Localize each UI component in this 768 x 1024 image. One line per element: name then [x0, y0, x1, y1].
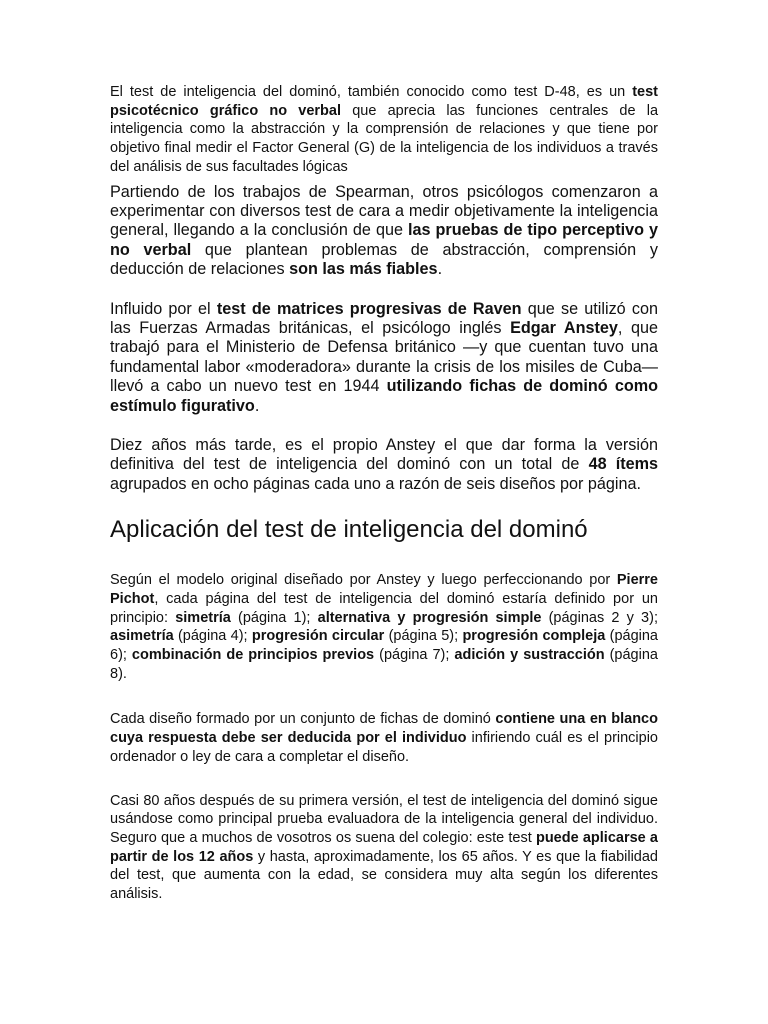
text-run: , cada página del test de inteligencia del dominó estaría definido por un principio: [110, 590, 658, 626]
text-run: , que trabajó para el Ministerio de Defensa británico —y que cuentan tuvo una fundamental labor «moderadora» durante la crisis de los misiles de Cuba— llevó a cabo un nuevo test en 1944 [110, 318, 658, 396]
text-run: que aprecia las funciones centrales de la inteligencia como la abstracción y la comprensión de relaciones y que tiene por objetivo final medir el Factor General (G) de la inteligencia de los individuos a través del análisis de sus facultades lógicas [110, 102, 659, 175]
bold-text-run: Edgar Anstey [510, 318, 618, 337]
text-run: (página 4); [173, 628, 252, 645]
text-run: Diez años más tarde, es el propio Anstey el que dar forma la versión definitiva del test de inteligencia del dominó con un total de [110, 435, 658, 474]
bold-text-run: asimetría [110, 628, 174, 645]
bold-text-run: progresión compleja [462, 628, 606, 645]
text-run: . [437, 260, 443, 279]
text-run: que se utilizó con las Fuerzas Armadas británicas, el psicólogo inglés [110, 299, 658, 337]
text-run: infiriendo cuál es el principio ordenador o ley de cara a completar el diseño. [110, 730, 658, 765]
text-run: Cada diseño formado por un conjunto de fichas de dominó [110, 711, 496, 728]
bold-text-run: Pierre Pichot [110, 572, 658, 607]
text-run: Casi 80 años después de su primera versión, el test de inteligencia del dominó sigue usándose como principal prueba evaluadora de la inteligencia general del individuo. Seguro que a muchos de vosotros os suena del colegio: este test [110, 792, 658, 846]
bold-text-run: las pruebas de tipo perceptivo y no verbal [110, 221, 658, 259]
text-run: (página 5); [384, 628, 463, 645]
text-run: (página 7); [374, 647, 455, 664]
bold-text-run: adición y sustracción [454, 647, 605, 664]
definitive-version-paragraph [110, 436, 658, 494]
text-run: Influido por el [110, 299, 217, 318]
text-run: (páginas 2 y 3); [541, 609, 658, 626]
bold-text-run: contiene una en blanco cuya respuesta debe ser deducida por el individuo [110, 711, 658, 747]
current-use-paragraph [110, 792, 658, 904]
document-page [110, 83, 658, 904]
bold-text-run: simetría [175, 609, 231, 626]
bold-text-run: son las más fiables [289, 260, 438, 279]
bold-text-run: utilizando fichas de dominó como estímulo figurativo [110, 377, 658, 415]
text-run: Según el modelo original diseñado por Anstey y luego perfeccionando por [110, 572, 617, 589]
bold-text-run: alternativa y progresión simple [317, 609, 542, 626]
section-heading: Aplicación del test de inteligencia del dominó [110, 516, 588, 544]
text-run: agrupados en ocho páginas cada uno a razón de seis diseños por página. [110, 474, 641, 493]
raven-anstey-paragraph [110, 300, 658, 416]
bold-text-run: progresión circular [251, 628, 385, 645]
design-paragraph [110, 710, 658, 766]
bold-text-run: test psicotécnico gráfico no verbal [110, 84, 658, 119]
text-run: (página 6); [110, 628, 658, 664]
text-run: que plantean problemas de abstracción, comprensión y deducción de relaciones [110, 240, 659, 279]
bold-text-run: puede aplicarse a partir de los 12 años [110, 829, 658, 865]
principles-paragraph [110, 571, 658, 683]
spearman-paragraph [110, 183, 658, 280]
bold-text-run: 48 ítems [588, 455, 658, 474]
text-run: El test de inteligencia del dominó, también conocido como test D-48, es un [110, 84, 633, 100]
bold-text-run: test de matrices progresivas de Raven [216, 299, 522, 318]
text-run: . [254, 396, 260, 415]
bold-text-run: combinación de principios previos [131, 647, 375, 664]
text-run: (página 8). [110, 647, 658, 682]
text-run: y hasta, aproximadamente, los 65 años. Y es que la fiabilidad del test, que aumenta con la edad, se considera muy alta según los diferentes análisis. [110, 848, 658, 903]
text-run: (página 1); [230, 609, 318, 626]
intro-paragraph [110, 83, 658, 177]
text-run: Partiendo de los trabajos de Spearman, otros psicólogos comenzaron a experimentar con diversos test de cara a medir objetivamente la inteligencia general, llegando a la conclusión de que [110, 182, 658, 240]
